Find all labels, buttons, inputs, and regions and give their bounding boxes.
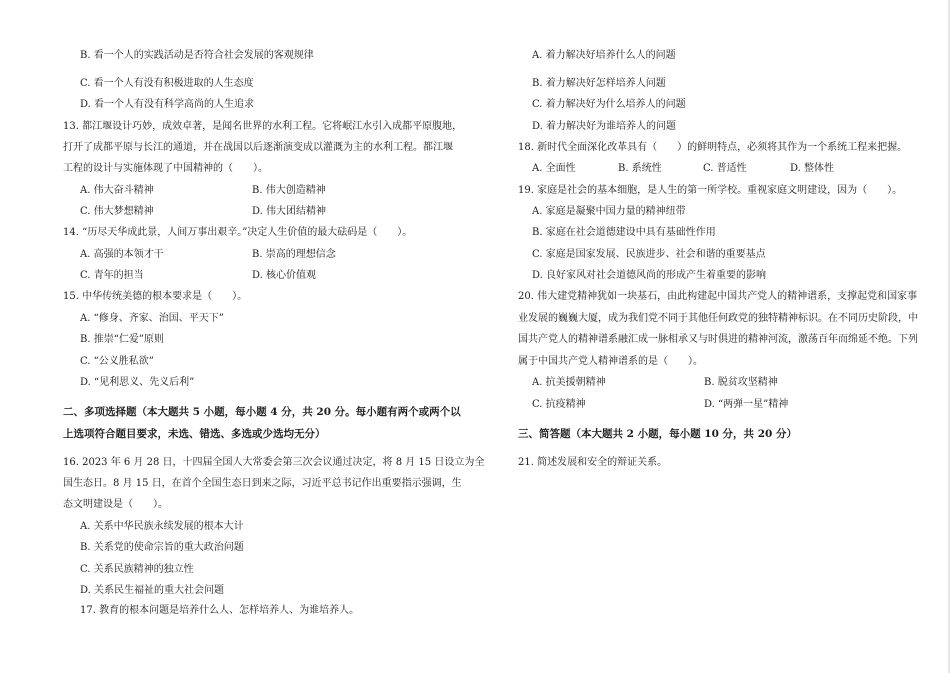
q20-stem-line4: 属于中国共产党人精神谱系的是（ ）。 [518, 356, 703, 367]
q19-option-d: D. 良好家风对社会道德风尚的形成产生着重要的影响 [532, 270, 767, 281]
q17-option-c: C. 着力解决好为什么培养人的问题 [532, 99, 686, 110]
q19-option-c: C. 家庭是国家发展、民族进步、社会和谐的重要基点 [532, 249, 766, 260]
section3-heading: 三、简答题（本大题共 2 小题，每小题 10 分，共 20 分） [518, 428, 797, 440]
q17-option-b: B. 着力解决好怎样培养人问题 [532, 78, 666, 89]
q13-stem-line2: 打开了成都平原与长江的通道，并在战国以后逐渐演变成以灌溉为主的水利工程。都江堰 [63, 142, 453, 153]
q16-stem-line3: 态文明建设是（ ）。 [63, 499, 168, 510]
q20-option-d: D. “两弹一星”精神 [704, 399, 789, 410]
q13-option-d: D. 伟大团结精神 [252, 206, 327, 217]
q15-option-d: D. “见利思义、先义后利” [80, 377, 195, 388]
q20-stem-line3: 国共产党人的精神谱系融汇成一脉相承又与时俱进的精神河流，激荡百年而绵延不绝。下列 [518, 334, 918, 345]
q14-stem: 14. “历尽天华成此景，人间万事出艰辛。”决定人生价值的最大砝码是（ ）。 [63, 227, 413, 238]
q12-option-c: C. 看一个人有没有积极进取的人生态度 [80, 78, 254, 89]
q17-option-d: D. 着力解决好为谁培养人的问题 [532, 121, 677, 132]
q16-option-c: C. 关系民族精神的独立性 [80, 564, 194, 575]
q13-stem-line3: 工程的设计与实施体现了中国精神的（ ）。 [63, 163, 268, 174]
q16-stem-line2: 国生态日。8 月 15 日，在首个全国生态日到来之际，习近平总书记作出重要指示强调，生 [63, 478, 462, 489]
q17-stem-cut: 17. 教育的根本问题是培养什么人、怎样培养人、为谁培养人。 [80, 605, 360, 616]
section2-heading-line2: 上选项符合题目要求，未选、错选、多选或少选均无分） [63, 428, 326, 440]
q15-option-a: A. “修身、齐家、治国、平天下” [80, 313, 224, 324]
q14-option-d: D. 核心价值观 [252, 270, 317, 281]
q16-option-d: D. 关系民生福祉的重大社会问题 [80, 585, 225, 596]
q20-stem-line2: 业发展的巍巍大厦，成为我们党不同于其他任何政党的独特精神标识。在不同历史阶段，中 [518, 313, 918, 324]
q14-option-a: A. 高强的本领才干 [80, 249, 164, 260]
q16-option-a: A. 关系中华民族永续发展的根本大计 [80, 521, 244, 532]
section2-heading-line1: 二、多项选择题（本大题共 5 小题，每小题 4 分，共 20 分。每小题有两个或两个以 [63, 406, 461, 418]
q21-stem: 21. 简述发展和安全的辩证关系。 [518, 457, 668, 468]
q15-option-c: C. “公义胜私欲” [80, 356, 154, 367]
q16-stem-line1: 16. 2023 年 6 月 28 日，十四届全国人大常委会第三次会议通过决定，将 8 月 15 日设立为全 [63, 457, 485, 468]
q18-option-b: B. 系统性 [618, 163, 662, 174]
q12-option-b-cut: B. 看一个人的实践活动是否符合社会发展的客观规律 [80, 50, 314, 61]
q20-option-c: C. 抗疫精神 [532, 399, 586, 410]
q18-option-d: D. 整体性 [790, 163, 835, 174]
q20-option-b: B. 脱贫攻坚精神 [704, 377, 778, 388]
q19-stem: 19. 家庭是社会的基本细胞，是人生的第一所学校。重视家庭文明建设，因为（ ）。 [518, 185, 903, 196]
q13-stem-line1: 13. 都江堰设计巧妙，成效卓著，是闻名世界的水利工程。它将岷江水引入成都平原腹地， [63, 121, 463, 132]
q17-option-a-cut: A. 着力解决好培养什么人的问题 [532, 50, 676, 61]
q13-option-c: C. 伟大梦想精神 [80, 206, 154, 217]
q16-option-b: B. 关系党的使命宗旨的重大政治问题 [80, 542, 244, 553]
q20-stem-line1: 20. 伟大建党精神犹如一块基石，由此构建起中国共产党人的精神谱系，支撑起党和国家事 [518, 291, 918, 302]
q19-option-b: B. 家庭在社会道德建设中具有基础性作用 [532, 227, 716, 238]
q19-option-a: A. 家庭是凝聚中国力量的精神纽带 [532, 206, 686, 217]
q15-option-b: B. 推崇“仁爱”原则 [80, 334, 164, 345]
q18-option-c: C. 普适性 [703, 163, 747, 174]
q14-option-c: C. 青年的担当 [80, 270, 144, 281]
q20-option-a: A. 抗美援朝精神 [532, 377, 606, 388]
q18-option-a: A. 全面性 [532, 163, 576, 174]
q15-stem: 15. 中华传统美德的根本要求是（ ）。 [63, 291, 248, 302]
q12-option-d: D. 看一个人有没有科学高尚的人生追求 [80, 99, 255, 110]
q14-option-b: B. 崇高的理想信念 [252, 249, 336, 260]
q13-option-a: A. 伟大奋斗精神 [80, 185, 154, 196]
q13-option-b: B. 伟大创造精神 [252, 185, 326, 196]
q18-stem: 18. 新时代全面深化改革具有（ ）的鲜明特点，必须将其作为一个系统工程来把握。 [518, 142, 908, 153]
